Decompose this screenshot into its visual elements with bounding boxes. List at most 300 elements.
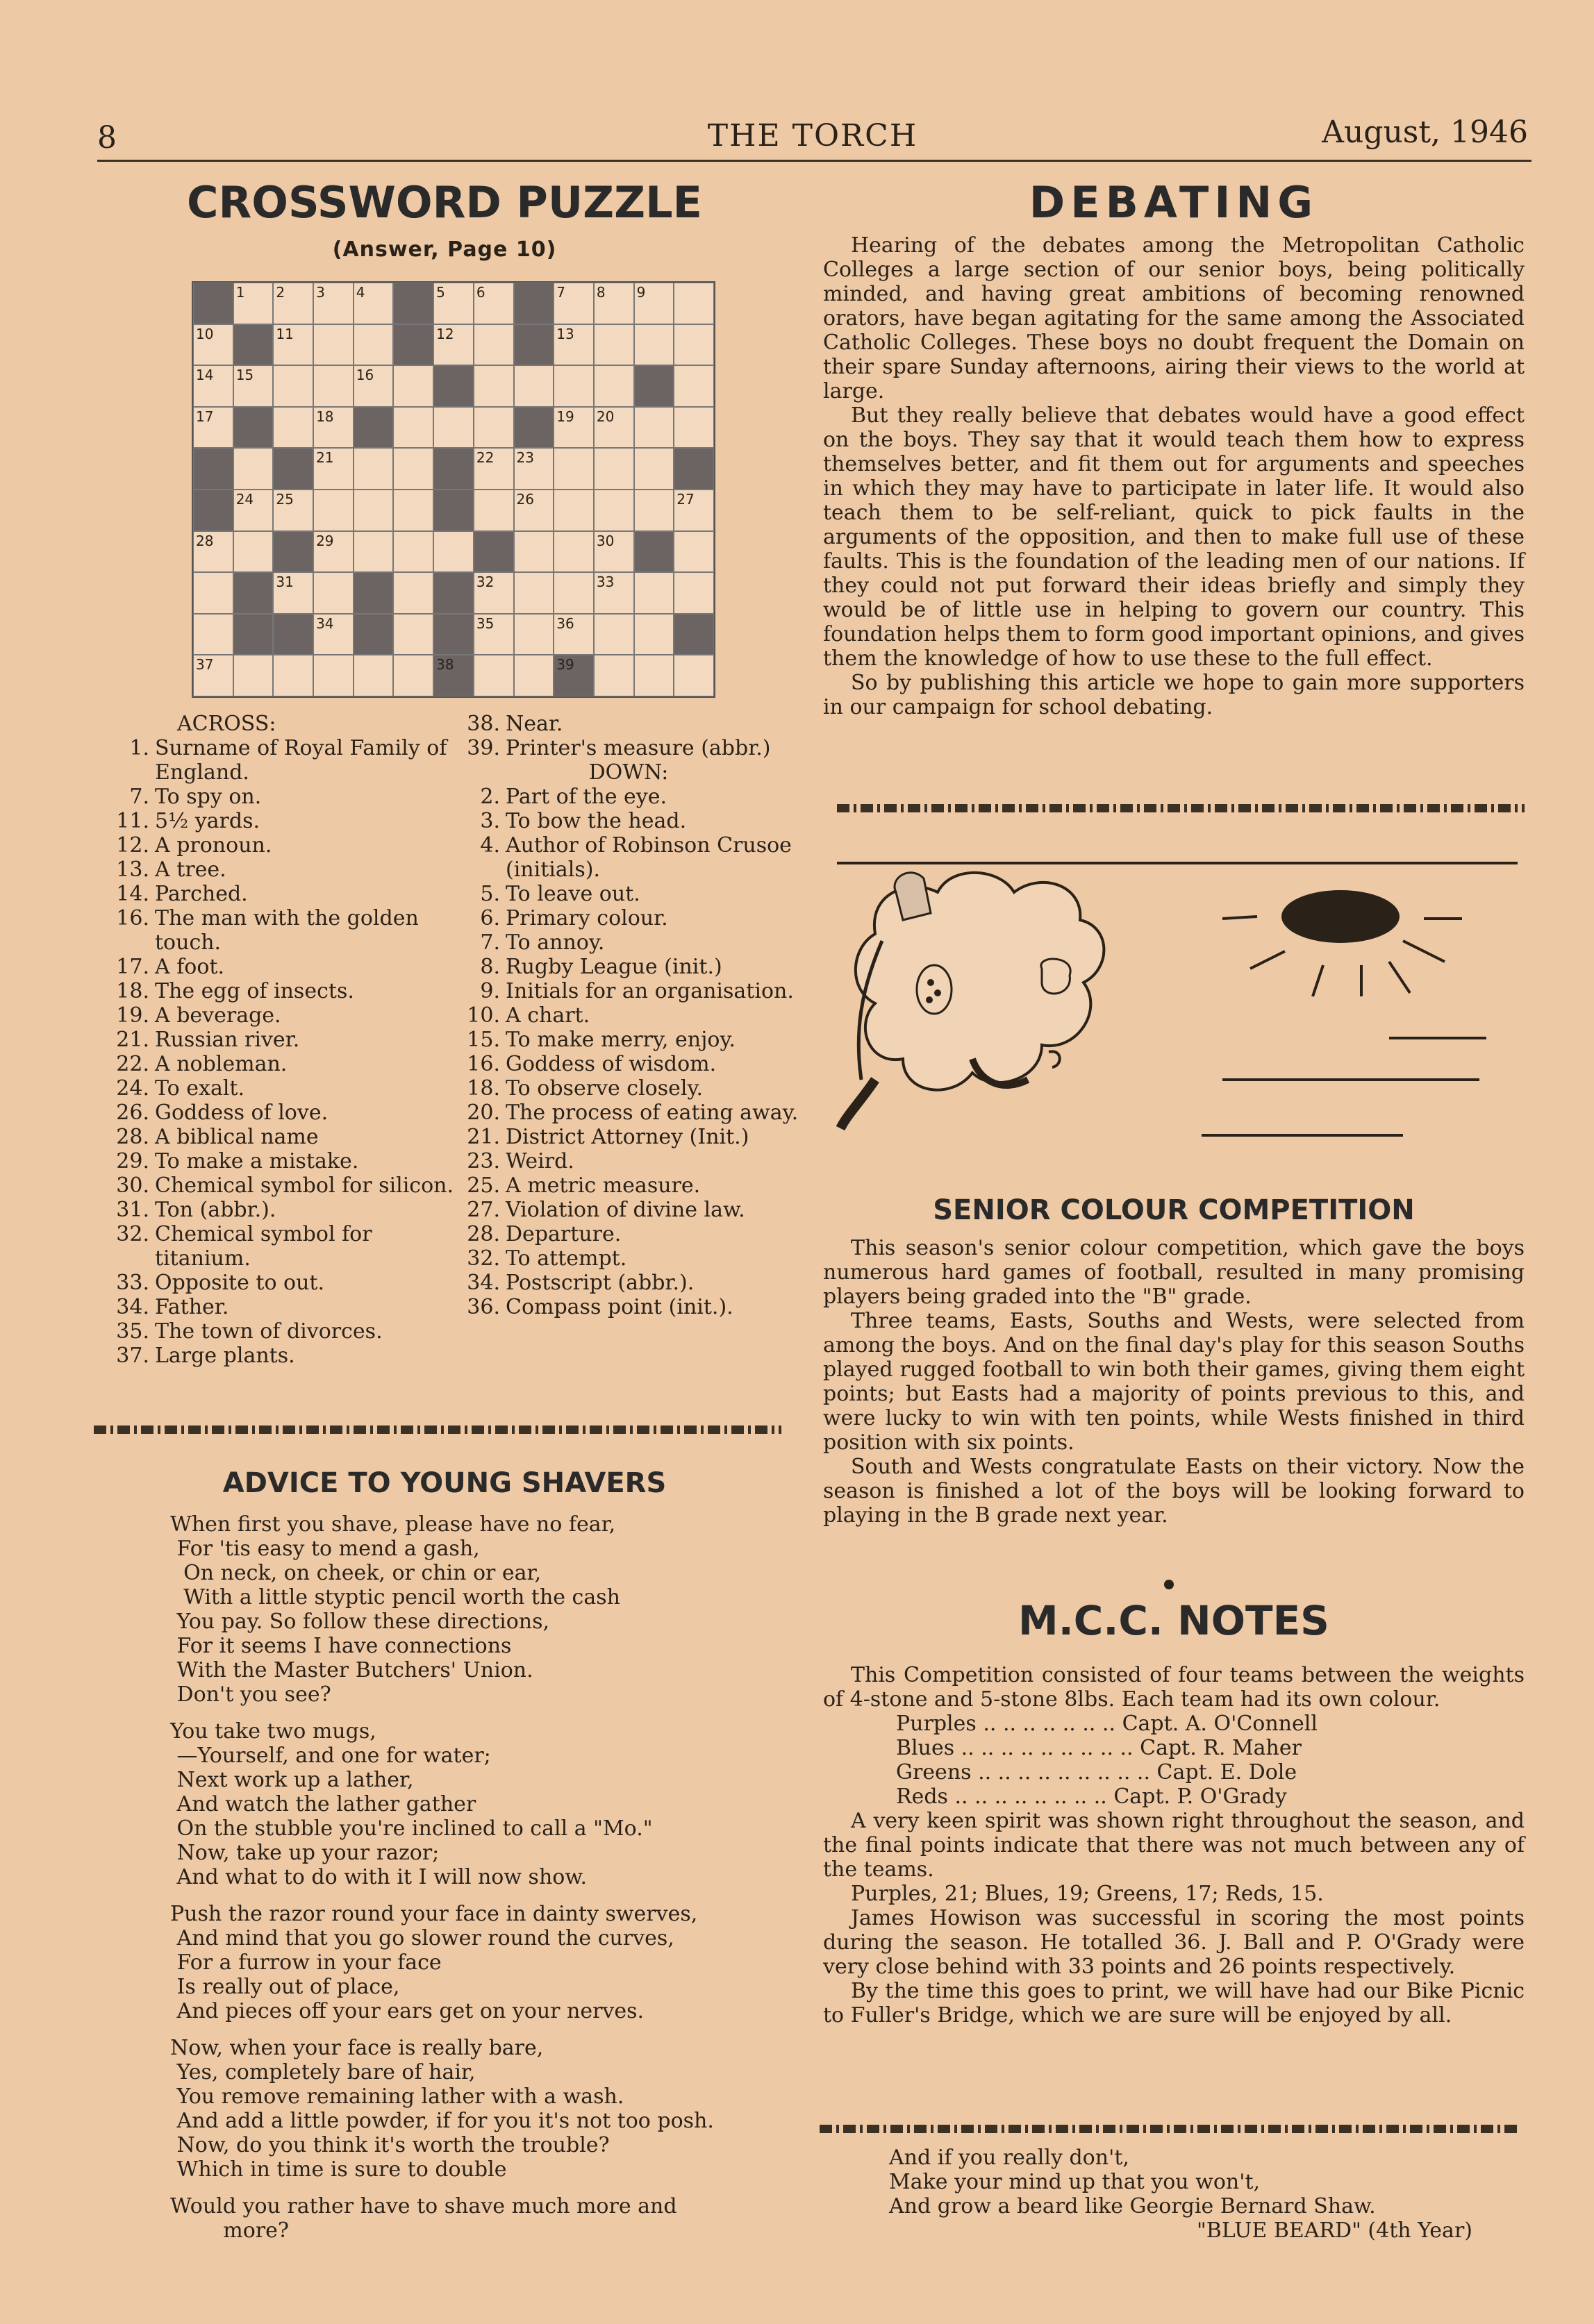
crossword-cell [433,655,474,696]
crossword-cell [233,490,274,531]
clue-item [458,1173,799,1198]
crossword-cell [354,283,394,324]
crossword-section [97,177,799,1368]
clue-text: 5½ yards. [155,809,260,833]
mcc-paragraph: By the time this goes to print, we will have had our Bike Picnic to Fuller's Bridge, which we are sure will be enjoyed by all. [823,1979,1525,2028]
mcc-paragraph: A very keen spirit was shown right throughout the season, and the final points indicate that there was not much between any of the teams. [823,1809,1525,1882]
clue-number: 15. [467,1028,500,1052]
crossword-cell [433,407,474,449]
crossword-cell [354,614,394,655]
team-entry: Purples .. .. .. .. .. .. .. Capt. A. O'Connell [896,1712,1318,1736]
clue-text: To annoy. [506,930,605,955]
crossword-cell [273,531,313,573]
author-signature: "BLUE BEARD" (4th Year) [1196,2218,1472,2243]
crossword-cell [193,283,233,324]
divider [820,2125,1521,2133]
clue-item [458,1295,799,1319]
cell-number: 17 [196,408,214,425]
crossword-cell [193,655,233,696]
crossword-cell [433,283,474,324]
crossword-cell [514,531,554,573]
mcc-paragraph: Purples, 21; Blues, 19; Greens, 17; Reds, 15. [851,1882,1324,1906]
crossword-cell [233,365,274,407]
crossword-cell [233,614,274,655]
clue-text: Author of Robinson Crusoe (initials). [506,833,792,882]
cell-number: 34 [316,615,334,632]
crossword-cell [514,365,554,407]
crossword-cell [313,614,354,655]
clue-number: 17. [116,955,149,979]
crossword-cell [273,490,313,531]
crossword-cell [594,407,634,449]
clue-number: 7. [480,930,500,955]
crossword-cell [514,572,554,614]
clue-number: 21. [116,1028,149,1052]
clue-item [108,1271,462,1295]
mcc-title: M.C.C. NOTES [1018,1597,1329,1644]
crossword-cell [393,490,433,531]
advice-poem [170,1512,795,2255]
crossword-cell [393,572,433,614]
crossword-cell [354,448,394,490]
clue-text: To spy on. [155,785,262,809]
verse-line: And if you really don't, [889,2146,1129,2170]
crossword-title: CROSSWORD PUZZLE [187,177,702,228]
page-header [97,115,1528,156]
crossword-cell [313,448,354,490]
crossword-cell [594,448,634,490]
crossword-cell [554,324,594,366]
crossword-cell [554,490,594,531]
clue-item [108,1198,462,1222]
clue-item [458,1271,799,1295]
clue-number: 6. [480,906,500,930]
crossword-cell [474,531,514,573]
cell-number: 18 [316,408,334,425]
cell-number: 7 [556,284,565,301]
crossword-cell [433,490,474,531]
clue-number: 10. [467,1003,500,1028]
debating-section [823,177,1525,719]
clue-text: The town of divorces. [155,1319,383,1344]
crossword-cell [273,572,313,614]
clue-item [108,979,462,1003]
poem-stanza: Push the razor round your face in dainty swerves, And mind that you go slower round the curves, For a furrow in your face Is really out of place, And pieces off your ears get on your nerves. [170,1902,698,2023]
verse-line: Make your mind up that you won't, [889,2170,1261,2194]
clue-text: Surname of Royal Family of England. [155,736,447,785]
crossword-cell [273,655,313,696]
clue-text: Chemical symbol for titanium. [155,1222,372,1271]
crossword-cell [674,324,714,366]
clue-item [458,882,799,906]
crossword-cell [313,407,354,449]
clue-number: 30. [116,1173,149,1198]
clue-item [108,1125,462,1149]
crossword-cell [313,531,354,573]
crossword-cell [554,407,594,449]
crossword-cell [193,490,233,531]
crossword-cell [273,283,313,324]
crossword-cell [393,531,433,573]
crossword-cell [594,572,634,614]
clue-item [458,1028,799,1052]
clue-item [458,809,799,833]
crossword-cell [193,407,233,449]
cell-number: 27 [676,490,695,508]
mcc-intro: This Competition consisted of four teams between the weights of 4-stone and 5-stone 8lbs. Each team had its own colour. [823,1663,1525,1712]
crossword-cell [354,490,394,531]
crossword-cell [634,365,674,407]
crossword-cell [354,324,394,366]
crossword-cell [594,655,634,696]
page-number: 8 [97,120,117,156]
poem-stanza: Now, when your face is really bare, Yes, completely bare of hair, You remove remaining lather with a wash. And add a little powder, if for you it's not too posh. Now, do you think it's worth the trouble? Which in time is sure to double [170,2036,714,2182]
crossword-cell [313,572,354,614]
clue-number: 34. [116,1295,149,1319]
senior-colour-paragraph: Three teams, Easts, Souths and Wests, were selected from among the boys. And on the final day's play for this season Souths played rugged football to win both their games, giving them eight points; but Easts had a majority of points previous to this, and were lucky to win with ten points, while Wests finished in third position with six points. [823,1309,1525,1455]
crossword-cell [233,655,274,696]
clue-text: To attempt. [506,1246,627,1271]
crossword-subtitle: (Answer, Page 10) [332,237,557,262]
clue-text: A chart. [506,1003,590,1028]
clue-item [458,906,799,930]
clue-text: A metric measure. [506,1173,701,1198]
crossword-cell [674,531,714,573]
crossword-cell [354,531,394,573]
debating-paragraph: Hearing of the debates among the Metropolitan Catholic Colleges a large section of our senior boys, being politically minded, and having great ambitions of becoming renowned orators, have began agitating for the same among the Associated Catholic Colleges. These boys no doubt frequent the Domain on their spare Sunday afternoons, airing their views to the world at large. [823,233,1525,403]
crossword-cell [233,324,274,366]
clue-text: Goddess of wisdom. [506,1052,717,1076]
poem-stanza: When first you shave, please have no fear, For 'tis easy to mend a gash, On neck, on cheek, or chin or ear, With a little styptic pencil worth the cash You pay. So follow these directions, For it seems I have connections With the Master Butchers' Union. Don't you see? [170,1512,620,1707]
clue-item [108,785,462,809]
clue-item [108,1173,462,1198]
clue-item [108,955,462,979]
clue-number: 31. [116,1198,149,1222]
cell-number: 4 [356,284,365,301]
crossword-cell [393,655,433,696]
crossword-cell [474,655,514,696]
clue-text: Violation of divine law. [506,1198,745,1222]
clue-text: The man with the golden touch. [155,906,419,955]
cell-number: 13 [556,325,574,342]
crossword-cell [634,283,674,324]
crossword-cell [674,407,714,449]
clue-text: Departure. [506,1222,622,1246]
crossword-cell [354,365,394,407]
clue-number: 2. [480,785,500,809]
crossword-cell [594,283,634,324]
clue-number: 7. [129,785,149,809]
clue-text: Compass point (init.). [506,1295,733,1319]
clue-text: A beverage. [155,1003,281,1028]
crossword-cell [393,365,433,407]
cell-number: 35 [476,615,495,632]
crossword-cell [193,572,233,614]
clue-item [108,882,462,906]
cell-number: 12 [436,325,454,342]
crossword-cell [634,655,674,696]
team-entry: Reds .. .. .. .. .. .. .. .. Capt. P. O'Grady [896,1784,1287,1809]
crossword-cell [193,614,233,655]
crossword-cell [273,448,313,490]
cell-number: 21 [316,449,334,467]
crossword-cell [634,407,674,449]
crossword-cell [514,448,554,490]
crossword-cell [233,448,274,490]
crossword-cell [474,283,514,324]
crossword-cell [514,283,554,324]
clue-item [458,955,799,979]
crossword-cell [393,324,433,366]
clue-item [458,930,799,955]
clue-text: The process of eating away. [506,1101,799,1125]
clue-number: 5. [480,882,500,906]
clue-number: 32. [467,1246,500,1271]
clue-text: District Attorney (Init.) [506,1125,749,1149]
clue-number: 26. [116,1101,149,1125]
cell-number: 32 [476,574,495,591]
clue-item [108,1344,462,1368]
clue-text: Part of the eye. [506,785,667,809]
crossword-grid [192,281,715,698]
clue-number: 37. [116,1344,149,1368]
clue-text: Ton (abbr.). [155,1198,276,1222]
cell-number: 26 [516,490,534,508]
clue-text: A tree. [155,858,226,882]
header-rule [97,160,1531,162]
crossword-cell [674,614,714,655]
clue-item [458,1149,799,1173]
crossword-cell [514,490,554,531]
crossword-cell [514,407,554,449]
crossword-cell [393,614,433,655]
crossword-cell [273,365,313,407]
clue-number: 13. [116,858,149,882]
clue-item [108,858,462,882]
crossword-cell [433,531,474,573]
crossword-cell [474,407,514,449]
crossword-cell [433,572,474,614]
clue-number: 19. [116,1003,149,1028]
clue-item [458,1076,799,1101]
crossword-cell [474,490,514,531]
cell-number: 2 [276,284,285,301]
crossword-cell [634,448,674,490]
crossword-cell [273,407,313,449]
crossword-cell [233,283,274,324]
crossword-cell [594,365,634,407]
crossword-cell [233,531,274,573]
divider [94,1426,781,1434]
clue-number: 36. [467,1295,500,1319]
clue-item [108,1028,462,1052]
clue-number: 33. [116,1271,149,1295]
clue-text: Near. [506,712,563,736]
cell-number: 20 [596,408,615,425]
crossword-cell [554,283,594,324]
clue-number: 21. [467,1125,500,1149]
cell-number: 24 [235,490,254,508]
cell-number: 29 [316,532,334,549]
clue-text: A nobleman. [155,1052,288,1076]
senior-colour-paragraph: This season's senior colour competition, which gave the boys numerous hard games of football, resulted in many promising players being graded into the "B" grade. [823,1236,1525,1309]
clue-text: To make merry, enjoy. [506,1028,736,1052]
crossword-cell [554,448,594,490]
crossword-cell [554,655,594,696]
team-entry: Blues .. .. .. .. .. .. .. .. .. Capt. R. Maher [896,1736,1302,1760]
clue-text: To leave out. [506,882,640,906]
clue-item [458,1198,799,1222]
clue-text: Opposite to out. [155,1271,325,1295]
clue-text: The egg of insects. [155,979,354,1003]
clue-number: 25. [467,1173,500,1198]
clue-item [108,1052,462,1076]
clue-text: Goddess of love. [155,1101,329,1125]
cell-number: 30 [596,532,615,549]
verse-line: And grow a beard like Georgie Bernard Shaw. [889,2194,1376,2218]
crossword-cell [514,614,554,655]
poem-stanza: Would you rather have to shave much more and more? [170,2194,677,2243]
crossword-cell [393,448,433,490]
debating-title: DEBATING [1029,177,1319,228]
cell-number: 23 [516,449,534,467]
clue-text: Large plants. [155,1344,295,1368]
crossword-cell [474,448,514,490]
clue-text: Parched. [155,882,248,906]
crossword-cell [474,572,514,614]
crossword-cell [674,490,714,531]
clue-item [458,785,799,809]
crossword-cell [634,614,674,655]
clue-number: 24. [116,1076,149,1101]
cell-number: 37 [196,656,214,674]
issue-date: August, 1946 [1322,115,1528,150]
cell-number: 33 [596,574,615,591]
crossword-cell [674,448,714,490]
cell-number: 15 [235,367,254,384]
clue-text: Printer's measure (abbr.) [506,736,771,760]
crossword-cell [193,365,233,407]
debating-paragraph: So by publishing this article we hope to gain more supporters in our campaign for school debating. [823,671,1525,719]
clue-number: 32. [116,1222,149,1246]
cell-number: 5 [436,284,445,301]
clue-number: 14. [116,882,149,906]
divider [837,804,1525,812]
cell-number: 9 [636,284,646,301]
crossword-cell [393,283,433,324]
crossword-cell [313,324,354,366]
clue-text: To bow the head. [506,809,687,833]
clue-item [108,809,462,833]
crossword-cell [393,407,433,449]
crossword-cell [474,614,514,655]
clue-number: 28. [116,1125,149,1149]
crossword-cell [474,365,514,407]
clue-text: Russian river. [155,1028,300,1052]
cell-number: 8 [596,284,606,301]
clue-item [458,1125,799,1149]
crossword-cell [474,324,514,366]
clue-number: 39. [467,736,500,760]
clue-number: 28. [467,1222,500,1246]
clue-item [458,1003,799,1028]
down-clues [458,712,799,1319]
clue-number: 16. [467,1052,500,1076]
crossword-cell [674,365,714,407]
clue-item [458,736,799,760]
publication-title: THE TORCH [707,118,918,153]
clue-number: 35. [116,1319,149,1344]
clue-number: 23. [467,1149,500,1173]
clue-number: 12. [116,833,149,858]
clue-item [458,1246,799,1271]
clue-number: 4. [480,833,500,858]
crossword-cell [674,572,714,614]
clue-number: 16. [116,906,149,930]
clue-item [458,1052,799,1076]
clue-number: 8. [480,955,500,979]
clue-item [108,1295,462,1319]
crossword-cell [634,531,674,573]
crossword-cell [634,324,674,366]
clue-text: Father. [155,1295,229,1319]
clue-text: Primary colour. [506,906,668,930]
clue-number: 29. [116,1149,149,1173]
clue-text: To observe closely. [506,1076,703,1101]
closing-verse [889,2146,1514,2243]
clue-item [108,1076,462,1101]
crossword-cell [193,531,233,573]
clue-text: To exalt. [155,1076,245,1101]
clue-item [458,1222,799,1246]
cell-number: 3 [316,284,325,301]
clue-item [108,1003,462,1028]
team-entry: Greens .. .. .. .. .. .. .. .. .. Capt. E. Dole [896,1760,1297,1784]
clue-number: 20. [467,1101,500,1125]
debating-paragraph: But they really believe that debates would have a good effect on the boys. They say that it would teach them how to express themselves better, and fit them out for arguments and speeches in which they may have to participate in later life. It would also teach them to be self-reliant, quick to pick faults in the arguments of the opposition, and then to make full use of these faults. This is the foundation of the leading men of our nations. If they could not put forward their ideas briefly and simply they would be of little use in helping to govern our country. This foundation helps them to form good important opinions, and gives them the knowledge of how to use these to the full effect. [823,403,1525,671]
clue-item [458,979,799,1003]
crossword-cell [433,614,474,655]
crossword-cell [233,572,274,614]
clue-item [458,712,799,736]
crossword-cell [193,448,233,490]
cell-number: 39 [556,656,574,674]
crossword-cell [354,655,394,696]
clue-text: A foot. [155,955,225,979]
mcc-article [823,1663,1525,2028]
clue-text: Chemical symbol for silicon. [155,1173,454,1198]
mcc-paragraph: James Howison was successful in scoring the most points during the season. He totalled 36. J. Ball and P. O'Grady were very close behind with 33 points and 26 points respectively. [823,1906,1525,1979]
clue-text: To make a mistake. [155,1149,359,1173]
clue-item [108,1222,462,1271]
cell-number: 6 [476,284,485,301]
clue-text: Weird. [506,1149,574,1173]
crossword-cell [273,614,313,655]
senior-colour-paragraph: South and Wests congratulate Easts on their victory. Now the season is finished a lot of the boys will be looking forward to playing in the B grade next year. [823,1455,1525,1528]
clue-text: Initials for an organisation. [506,979,794,1003]
crossword-cell [354,572,394,614]
clue-item [108,1149,462,1173]
clue-number: 38. [467,712,500,736]
cell-number: 38 [436,656,454,674]
clue-text: Rugby League (init.) [506,955,722,979]
clue-item [458,1101,799,1125]
crossword-cell [273,324,313,366]
cell-number: 22 [476,449,495,467]
senior-colour-article [823,1236,1525,1528]
cell-number: 25 [276,490,294,508]
crossword-cell [433,324,474,366]
